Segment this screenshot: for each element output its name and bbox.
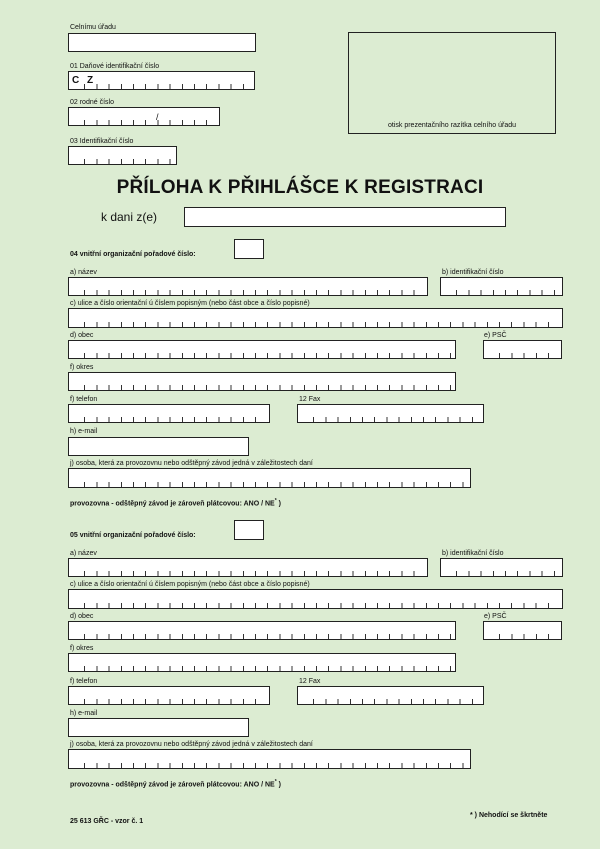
district-label: f) okres <box>70 645 94 652</box>
phone-label: f) telefon <box>70 678 98 685</box>
id-label: b) identifikační číslo <box>442 269 504 276</box>
street-input[interactable] <box>68 589 563 609</box>
phone-input[interactable] <box>68 404 270 423</box>
city-label: d) obec <box>70 332 94 339</box>
fax-input[interactable] <box>297 686 484 705</box>
fax-label: 12 Fax <box>299 678 321 685</box>
street-label: c) ulice a číslo orientační ú číslem popisným (nebo část obce a číslo popisné) <box>70 581 310 588</box>
payer-note: provozovna - odštěpný závod je zároveň plátcovou: ANO / NE* ) <box>70 498 281 508</box>
street-label: c) ulice a číslo orientační ú číslem popisným (nebo část obce a číslo popisné) <box>70 300 310 307</box>
person-label: j) osoba, která za provozovnu nebo odštěpný závod jedná v záležitostech daní <box>70 460 313 467</box>
person-input[interactable] <box>68 468 471 488</box>
form-code: 25 613 GŘC - vzor č. 1 <box>70 818 144 825</box>
birth-no-input[interactable] <box>68 107 220 126</box>
tax-id-input[interactable] <box>68 71 255 90</box>
district-input[interactable] <box>68 653 456 672</box>
person-input[interactable] <box>68 749 471 769</box>
tax-id-prefix-z: Z <box>87 75 94 86</box>
office-label: Celnímu úřadu <box>70 24 116 31</box>
person-label: j) osoba, která za provozovnu nebo odštěpný závod jedná v záležitostech daní <box>70 741 313 748</box>
city-input[interactable] <box>68 340 456 359</box>
footer-note: * ) Nehodící se škrtněte <box>470 812 548 819</box>
tax-of-label: k dani z(e) <box>101 210 158 224</box>
email-input[interactable] <box>68 718 249 737</box>
name-label: a) název <box>70 550 97 557</box>
psc-label: e) PSČ <box>484 332 507 339</box>
section-heading: 04 vnitřní organizační pořadové číslo: <box>70 251 196 258</box>
org-number-input[interactable] <box>234 520 264 540</box>
name-input[interactable] <box>68 558 428 577</box>
street-input[interactable] <box>68 308 563 328</box>
payer-note: provozovna - odštěpný závod je zároveň plátcovou: ANO / NE* ) <box>70 779 281 789</box>
section-heading: 05 vnitřní organizační pořadové číslo: <box>70 532 196 539</box>
city-label: d) obec <box>70 613 94 620</box>
birth-no-label: 02 rodné číslo <box>70 99 114 106</box>
district-label: f) okres <box>70 364 94 371</box>
page-title: PŘÍLOHA K PŘIHLÁŠCE K REGISTRACI <box>116 177 484 198</box>
email-input[interactable] <box>68 437 249 456</box>
psc-input[interactable] <box>483 340 562 359</box>
name-label: a) název <box>70 269 97 276</box>
email-label: h) e-mail <box>70 428 98 435</box>
name-input[interactable] <box>68 277 428 296</box>
fax-input[interactable] <box>297 404 484 423</box>
ident-label: 03 Identifikační číslo <box>70 138 134 145</box>
id-input[interactable] <box>440 558 563 577</box>
office-input[interactable] <box>68 33 256 52</box>
ident-input[interactable] <box>68 146 177 165</box>
birth-no-slash: / <box>156 112 159 122</box>
email-label: h) e-mail <box>70 710 98 717</box>
tax-of-input[interactable] <box>184 207 506 227</box>
id-label: b) identifikační číslo <box>442 550 504 557</box>
psc-input[interactable] <box>483 621 562 640</box>
id-input[interactable] <box>440 277 563 296</box>
city-input[interactable] <box>68 621 456 640</box>
stamp-area <box>348 32 556 134</box>
stamp-label: otisk prezentačního razítka celního úřadu <box>387 122 517 129</box>
psc-label: e) PSČ <box>484 613 507 620</box>
phone-label: f) telefon <box>70 396 98 403</box>
tax-id-label: 01 Daňové identifikační číslo <box>70 63 160 70</box>
fax-label: 12 Fax <box>299 396 321 403</box>
org-number-input[interactable] <box>234 239 264 259</box>
tax-id-prefix-c: C <box>72 75 80 86</box>
district-input[interactable] <box>68 372 456 391</box>
phone-input[interactable] <box>68 686 270 705</box>
